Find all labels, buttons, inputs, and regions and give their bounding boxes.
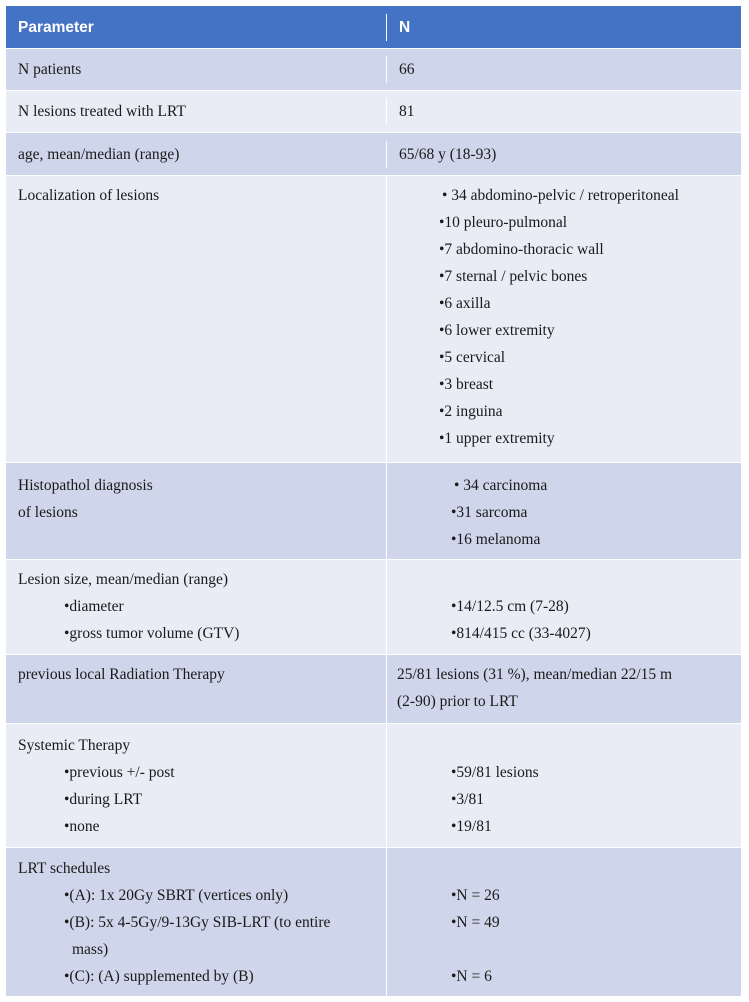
row-lesion-size (6, 559, 741, 654)
header-n: N (399, 18, 411, 36)
systemic-value-previous: •59/81 lesions (451, 764, 539, 781)
localization-item: •2 inguina (439, 403, 503, 420)
row-lrt-schedules (6, 847, 741, 996)
localization-item: •7 abdomino-thoracic wall (439, 241, 604, 258)
histo-list (387, 463, 741, 559)
header-parameter: Parameter (6, 14, 387, 41)
row-patients (6, 48, 741, 90)
label-systemic-therapy (6, 724, 387, 847)
row-systemic-therapy (6, 723, 741, 847)
value-patients: 66 (399, 61, 415, 78)
label-patients: N patients (6, 56, 387, 83)
systemic-value-during: •3/81 (451, 791, 484, 808)
schedules-sub-b-cont: mass) (72, 941, 109, 958)
label-histopathology (6, 463, 387, 559)
prevrt-value-line1: 25/81 lesions (31 %), mean/median 22/15 m (397, 666, 673, 683)
schedules-sub-c: •(C): (A) supplemented by (B) (64, 968, 254, 985)
histo-item: •16 melanoma (451, 531, 541, 548)
label-lesions: N lesions treated with LRT (6, 98, 387, 125)
systemic-label: Systemic Therapy (18, 737, 131, 754)
label-lrt-schedules (6, 848, 387, 996)
localization-item: •1 upper extremity (439, 430, 555, 447)
label-lesion-size (6, 560, 387, 654)
size-sub-gtv: •gross tumor volume (GTV) (64, 625, 240, 642)
header-row (6, 6, 741, 48)
label-previous-rt (6, 655, 387, 723)
localization-item: •10 pleuro-pulmonal (439, 214, 568, 231)
row-age (6, 132, 741, 175)
size-value-diameter: •14/12.5 cm (7-28) (451, 598, 569, 615)
row-localization (6, 175, 741, 462)
systemic-sub-during: •during LRT (64, 791, 143, 808)
localization-item: •3 breast (439, 376, 494, 393)
systemic-values (387, 724, 741, 847)
value-age: 65/68 y (18-93) (399, 145, 497, 163)
label-age: age, mean/median (range) (6, 141, 387, 168)
localization-label: Localization of lesions (18, 187, 160, 204)
histo-item: •31 sarcoma (451, 504, 528, 521)
label-localization (6, 176, 387, 462)
row-lesions (6, 90, 741, 132)
schedules-sub-a: •(A): 1x 20Gy SBRT (vertices only) (64, 887, 289, 904)
size-value-gtv: •814/415 cc (33-4027) (451, 625, 591, 642)
schedules-values (387, 848, 741, 996)
data-table (6, 6, 741, 996)
localization-list (387, 176, 741, 462)
schedules-value-c: •N = 6 (451, 968, 492, 985)
systemic-value-none: •19/81 (451, 818, 492, 835)
row-previous-rt (6, 654, 741, 723)
schedules-sub-b: •(B): 5x 4-5Gy/9-13Gy SIB-LRT (to entire (64, 914, 331, 931)
localization-item: • 34 abdomino-pelvic / retroperitoneal (442, 187, 679, 204)
localization-item: •6 axilla (439, 295, 491, 312)
localization-item: •6 lower extremity (439, 322, 555, 339)
schedules-value-a: •N = 26 (451, 887, 500, 904)
systemic-sub-none: •none (64, 818, 100, 835)
histo-label-line1: Histopathol diagnosis (18, 477, 153, 494)
size-values (387, 560, 741, 654)
prevrt-label: previous local Radiation Therapy (18, 666, 225, 683)
systemic-sub-previous: •previous +/- post (64, 764, 175, 781)
prevrt-value-line2: (2-90) prior to LRT (397, 693, 518, 710)
schedules-label: LRT schedules (18, 860, 111, 877)
prevrt-value (387, 655, 741, 723)
localization-item: •7 sternal / pelvic bones (439, 268, 588, 285)
size-sub-diameter: •diameter (64, 598, 124, 615)
localization-item: •5 cervical (439, 349, 506, 366)
histo-label-line2: of lesions (18, 504, 78, 521)
size-label: Lesion size, mean/median (range) (18, 571, 229, 588)
histo-item: • 34 carcinoma (454, 477, 548, 494)
schedules-value-b: •N = 49 (451, 914, 500, 931)
row-histopathology (6, 462, 741, 559)
value-lesions: 81 (399, 103, 415, 120)
